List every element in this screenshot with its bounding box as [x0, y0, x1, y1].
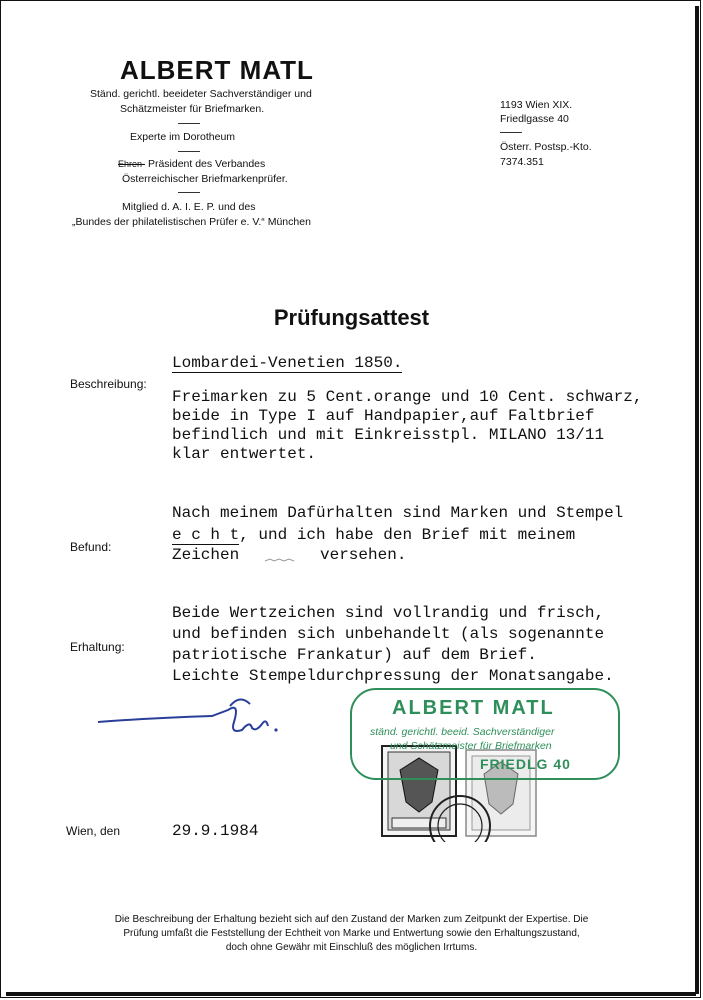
header-line-5: Österreichischer Briefmarkenprüfer.	[122, 173, 288, 185]
description-heading: Lombardei-Venetien 1850.	[172, 354, 403, 372]
stamp-line-2: und Schätzmeister für Briefmarken	[390, 740, 552, 752]
address-line-4: 7374.351	[500, 156, 544, 168]
header-line-1: Ständ. gerichtl. beeideter Sachverständiger und	[90, 88, 312, 100]
condition-line: und befinden sich unbehandelt (als sogenannte	[172, 625, 605, 643]
date-value: 29.9.1984	[172, 822, 259, 840]
address-line-3: Österr. Postsp.-Kto.	[500, 141, 592, 153]
stamp-line-1: ständ. gerichtl. beeid. Sachverständiger	[370, 726, 555, 738]
description-line: Freimarken zu 5 Cent.orange und 10 Cent. schwarz,	[172, 388, 643, 406]
finding-line-3a: Zeichen	[172, 546, 240, 564]
description-line: beide in Type I auf Handpapier,auf Faltbrief	[172, 407, 595, 425]
description-line: befindlich und mit Einkreisstpl. MILANO 13/11	[172, 426, 605, 444]
finding-line-1: Nach meinem Dafürhalten sind Marken und Stempel	[172, 504, 624, 522]
header-separator	[178, 151, 200, 152]
disclaimer-line: Prüfung umfaßt die Feststellung der Echtheit von Marke und Entwertung sowie den Erhaltungszustand,	[123, 928, 580, 939]
header-line-2: Schätzmeister für Briefmarken.	[120, 103, 265, 115]
address-line-2: Friedlgasse 40	[500, 113, 569, 125]
date-label: Wien, den	[66, 824, 121, 838]
condition-line: patriotische Frankatur) auf dem Brief.	[172, 646, 537, 664]
header-line-4	[118, 158, 265, 170]
condition-label: Erhaltung:	[70, 640, 125, 654]
disclaimer-line: Die Beschreibung der Erhaltung bezieht sich auf den Zustand der Marken zum Zeitpunkt der Expertise. Die	[114, 914, 589, 925]
header-line-7: „Bundes der philatelistischen Prüfer e. V.“ München	[72, 216, 311, 228]
finding-label: Befund:	[70, 540, 112, 554]
condition-line: Beide Wertzeichen sind vollrandig und frisch,	[172, 604, 605, 622]
stamp-line-3: FRIEDLG 40	[480, 756, 571, 772]
address-separator	[500, 132, 522, 133]
disclaimer	[40, 913, 663, 955]
header-separator	[178, 123, 200, 124]
finding-line-2	[172, 526, 575, 544]
disclaimer-line: doch ohne Gewähr mit Einschluß des möglichen Irrtums.	[225, 942, 478, 953]
header-line-4-text: Präsident des Verbandes	[147, 158, 266, 170]
description-line: klar entwertet.	[172, 445, 317, 463]
header-separator	[178, 192, 200, 193]
finding-line-3b: versehen.	[320, 546, 407, 564]
signature	[90, 688, 290, 746]
header-line-6: Mitglied d. A. I. E. P. und des	[122, 201, 256, 213]
header-line-3: Experte im Dorotheum	[130, 131, 236, 143]
stamp-name: ALBERT MATL	[392, 697, 555, 719]
finding-line-2-rest: , und ich habe den Brief mit meinem	[239, 526, 576, 544]
description-label: Beschreibung:	[70, 377, 147, 391]
expert-mark	[264, 551, 296, 559]
page-shadow-right	[695, 6, 699, 994]
page-shadow-bottom	[6, 992, 696, 996]
echt-word: e c h t	[172, 526, 240, 544]
address-line-1: 1193 Wien XIX.	[500, 99, 573, 111]
expert-name: ALBERT MATL	[120, 55, 314, 85]
page-title: Prüfungsattest	[273, 305, 430, 330]
header-prefix-struck: Ehren-	[118, 159, 146, 169]
condition-line: Leichte Stempeldurchpressung der Monatsangabe.	[172, 667, 614, 685]
